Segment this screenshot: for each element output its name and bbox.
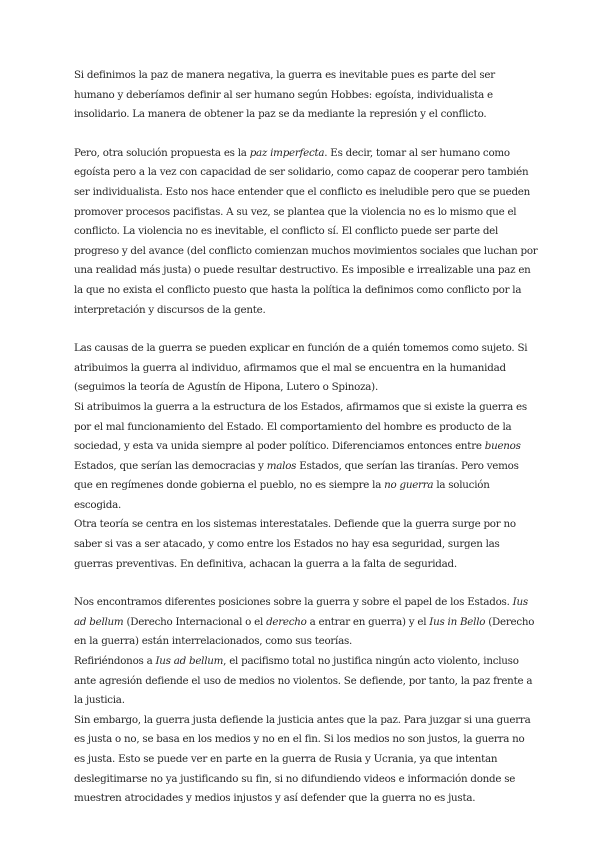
text-run: (Derecho Internacional o el [123, 615, 267, 628]
text-run: (Derecho en la guerra) están interrelacionados, como sus teorías. [74, 615, 535, 648]
italic-term-paz-imperfecta: paz imperfecta [249, 146, 325, 159]
italic-term-ius-ad-bellum: Ius ad bellum [155, 655, 224, 668]
paragraph-causes-states [74, 398, 538, 516]
paragraph-imperfect-peace [74, 144, 538, 320]
text-run: la solución escogida. [74, 479, 490, 511]
italic-term-derecho: derecho [266, 615, 307, 628]
italic-term-ius-in-bello: Ius in Bello [429, 615, 486, 628]
document-body [74, 66, 538, 809]
italic-term-buenos: buenos [484, 440, 521, 453]
paragraph-gap [74, 320, 538, 339]
paragraph-causes-interstate: Otra teoría se centra en los sistemas interestatales. Defiende que la guerra surge por no saber si vas a ser atacado, y como entre los Estados no hay esa seguridad, surgen las guerras preventivas. En definitiva, achacan la guerra a la falta de seguridad. [74, 518, 516, 570]
text-run: a entrar en guerra) y el [306, 615, 430, 628]
text-run: . Es decir, tomar al ser humano como egoísta pero a la vez con capacidad de ser solidario, como capaz de cooperar pero también ser individualista. Esto nos hace entender que el conflicto es ineludible pero que se pueden promover procesos pacifistas. A su vez, se plantea que la violencia no es lo mismo que el conflicto. La violencia no es inevitable, el conflicto sí. El conflicto puede ser parte del progreso y del avance (del conflicto comienzan muchos movimientos sociales que luchan por una realidad más justa) o puede resultar destructivo. Es imposible e irrealizable una paz en la que no exista el conflicto puesto que hasta la política la definimos como conflicto por la interpretación y discursos de la gente. [74, 146, 538, 316]
text-run: Estados, que serían las tiranías. Pero vemos que en regímenes donde gobierna el pueblo, no es siempre la [74, 459, 519, 492]
paragraph-gap [74, 125, 538, 144]
text-run: Si atribuimos la guerra a la estructura de los Estados, afirmamos que si existe la guerra es por el mal funcionamiento del Estado. El comportamiento del hombre es producto de la sociedad, y esta va unida siempre al poder político. Diferenciamos entonces entre [74, 400, 527, 453]
paragraph-positions [74, 593, 538, 652]
paragraph-just-war: Sin embargo, la guerra justa defiende la justicia antes que la paz. Para juzgar si una guerra es justa o no, se basa en los medios y no en el fin. Si los medios no son justos, la guerra no es justa. Esto se puede ver en parte en la guerra de Rusia y Ucrania, ya que intentan deslegitimarse no ya justificando su fin, si no difundiendo videos e información donde se muestren atrocidades y medios injustos y así defender que la guerra no es justa. [74, 713, 531, 805]
text-run: Pero, otra solución propuesta es la [74, 146, 250, 159]
paragraph-gap [74, 574, 538, 593]
italic-term-ius-ad-bellum: Ius ad bellum [74, 596, 528, 628]
text-run: Estados, que serían las democracias y [74, 459, 267, 472]
text-run: , el pacifismo total no justifica ningún acto violento, incluso ante agresión defiende el uso de medios no violentos. Se defiende, por tanto, la paz frente a la justicia. [74, 655, 533, 707]
text-run: Nos encontramos diferentes posiciones sobre la guerra y sobre el papel de los Estados. [74, 596, 513, 609]
paragraph-negative-peace: Si definimos la paz de manera negativa, la guerra es inevitable pues es parte del ser humano y deberíamos definir al ser humano según Hobbes: egoísta, individualista e insolidario. La manera de obtener la paz se da mediante la represión y el conflicto. [74, 69, 495, 121]
paragraph-pacifism [74, 652, 538, 711]
italic-term-no-guerra: no guerra [384, 479, 434, 492]
text-run: Refiriéndonos a [74, 655, 156, 668]
paragraph-causes-individual: Las causas de la guerra se pueden explicar en función de a quién tomemos como sujeto. Si atribuimos la guerra al individuo, afirmamos que el mal se encuentra en la humanidad (seguimos la teoría de Agustín de Hipona, Lutero o Spinoza). [74, 342, 528, 394]
italic-term-malos: malos [266, 459, 297, 472]
